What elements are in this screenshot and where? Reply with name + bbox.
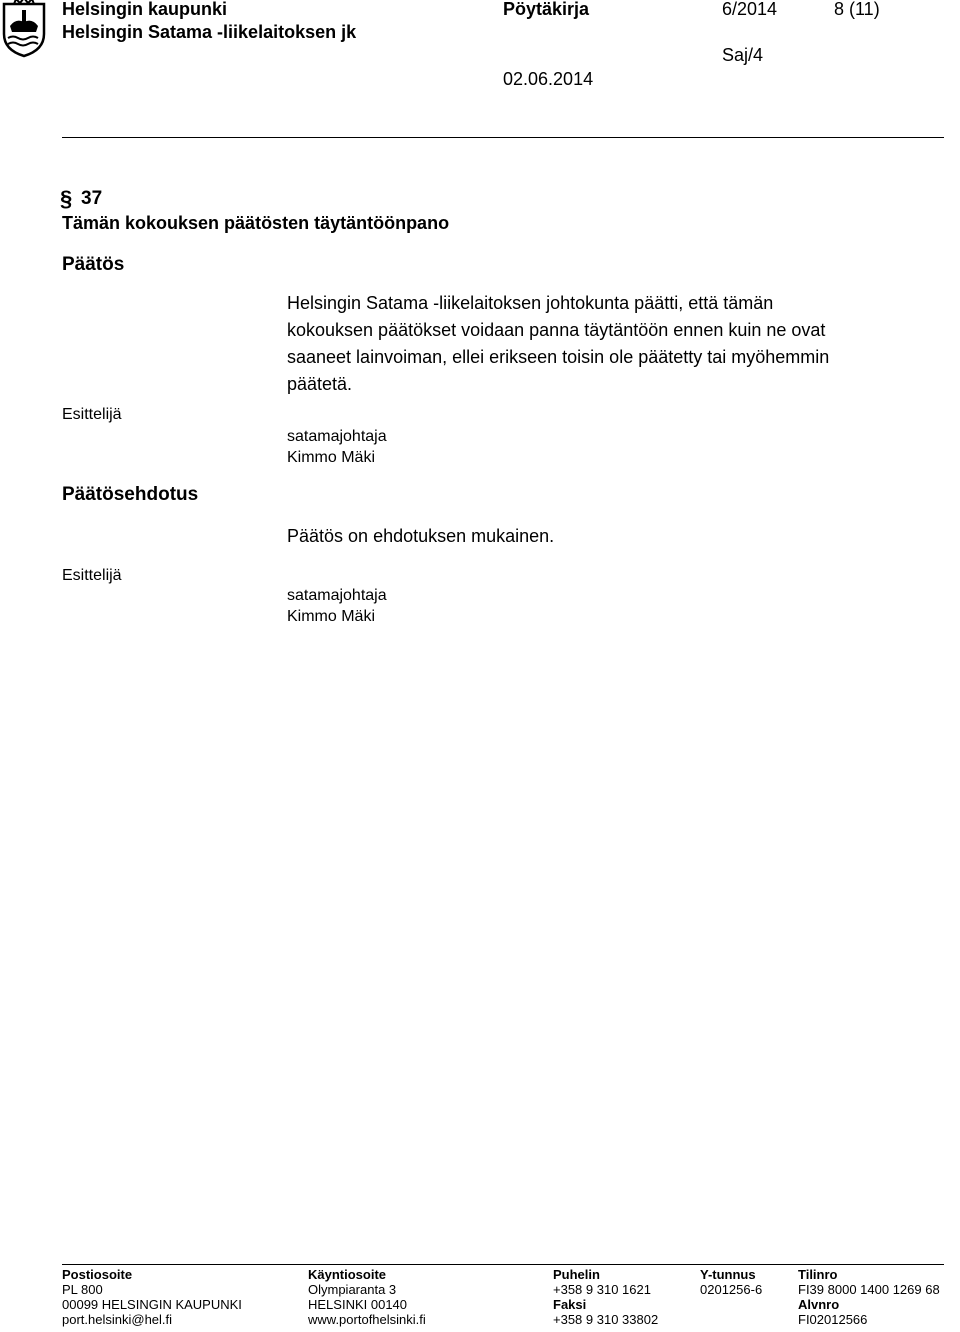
decision-line: Helsingin Satama -liikelaitoksen johtokunta päätti, että tämän — [287, 293, 774, 313]
footer-line: PL 800 — [62, 1282, 103, 1297]
document-code: Saj/4 — [722, 45, 764, 65]
presenter-title: satamajohtaja — [287, 587, 387, 604]
footer-line: 00099 HELSINGIN KAUPUNKI — [62, 1297, 242, 1312]
section-number: 37 — [81, 188, 103, 209]
header-divider — [62, 137, 944, 138]
footer-line: FI39 8000 1400 1269 68 — [798, 1282, 940, 1297]
footer-postal — [62, 1267, 242, 1327]
presenter-block — [287, 426, 387, 468]
footer-fax-number: +358 9 310 33802 — [553, 1312, 659, 1327]
page-number: 8 (11) — [834, 0, 880, 19]
footer-email: port.helsinki@hel.fi — [62, 1312, 173, 1327]
crest-icon — [0, 0, 48, 58]
footer-heading: Y-tunnus — [700, 1267, 756, 1282]
footer-line: Olympiaranta 3 — [308, 1282, 397, 1297]
presenter-name: Kimmo Mäki — [287, 449, 376, 466]
footer-heading: Käyntiosoite — [308, 1267, 387, 1282]
footer-website: www.portofhelsinki.fi — [308, 1312, 426, 1327]
presenter-block — [287, 585, 387, 627]
footer-heading: Faksi — [553, 1297, 587, 1312]
footer-phone-number: +358 9 310 1621 — [553, 1282, 651, 1297]
footer-line: FI02012566 — [798, 1312, 868, 1327]
presenter-name: Kimmo Mäki — [287, 608, 376, 625]
unit-name: Helsingin Satama -liikelaitoksen jk — [62, 22, 357, 42]
footer-visit — [308, 1267, 426, 1327]
footer-heading: Puhelin — [553, 1267, 600, 1282]
document-number: 6/2014 — [722, 0, 778, 19]
presenter-label: Esittelijä — [62, 567, 122, 584]
decision-line: saaneet lainvoiman, ellei erikseen toisin ole päätetty tai myöhemmin — [287, 347, 830, 367]
footer-ytunnus — [700, 1267, 762, 1297]
decision-line: kokouksen päätökset voidaan panna täytäntöön ennen kuin ne ovat — [287, 320, 826, 340]
footer-phone — [553, 1267, 658, 1327]
footer-heading: Tilinro — [798, 1267, 838, 1282]
footer-line: 0201256-6 — [700, 1282, 763, 1297]
decision-line: päätetä. — [287, 374, 353, 394]
decision-label: Päätös — [62, 254, 125, 275]
footer-tilinro — [798, 1267, 940, 1327]
footer-divider — [62, 1264, 944, 1265]
footer-heading: Postiosoite — [62, 1267, 133, 1282]
meeting-date: 02.06.2014 — [503, 69, 594, 89]
section-title: Tämän kokouksen päätösten täytäntöönpano — [62, 213, 450, 233]
city-crest-logo — [0, 0, 48, 58]
presenter-label: Esittelijä — [62, 406, 122, 423]
org-name: Helsingin kaupunki — [62, 0, 228, 19]
proposal-label: Päätösehdotus — [62, 484, 199, 505]
presenter-title: satamajohtaja — [287, 428, 387, 445]
footer-line: HELSINKI 00140 — [308, 1297, 408, 1312]
decision-text — [287, 290, 829, 398]
proposal-text: Päätös on ehdotuksen mukainen. — [287, 526, 555, 546]
footer-heading: Alvnro — [798, 1297, 840, 1312]
section-marker-icon: § — [60, 186, 73, 211]
document-type: Pöytäkirja — [503, 0, 590, 19]
